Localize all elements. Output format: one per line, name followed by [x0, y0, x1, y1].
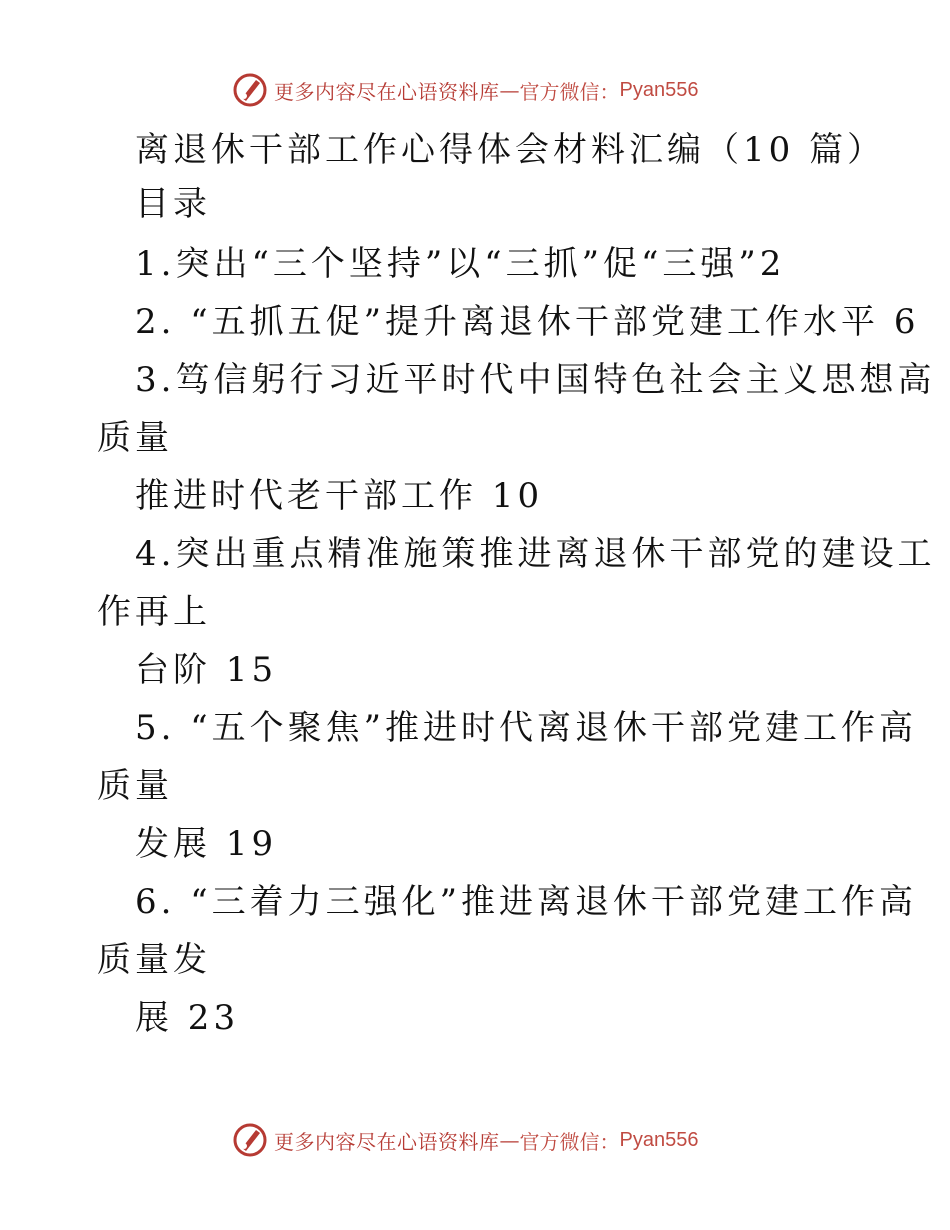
banner-wechat-id: Pyan556: [619, 1128, 699, 1151]
toc-line: 1.突出“三个坚持”以“三抓”促“三强”2: [135, 244, 786, 284]
toc-heading: 目录: [135, 184, 211, 224]
banner-text: 更多内容尽在心语资料库: [274, 1129, 500, 1154]
banner-separator: —: [499, 1128, 520, 1152]
toc-line: 2. “五抓五促”提升离退休干部党建工作水平 6: [135, 302, 920, 342]
toc-line: 6. “三着力三强化”推进离退休干部党建工作高: [135, 882, 918, 922]
toc-line: 质量: [97, 418, 173, 458]
toc-line: 台阶 15: [135, 650, 278, 690]
footer-watermark: [232, 1120, 698, 1160]
toc-line: 展 23: [135, 998, 240, 1038]
toc-line: 发展 19: [135, 824, 278, 864]
toc-line: 推进时代老干部工作 10: [135, 476, 544, 516]
header-watermark: [232, 70, 698, 110]
toc-line: 5. “五个聚焦”推进时代离退休干部党建工作高: [135, 708, 918, 748]
toc-line: 质量发: [97, 940, 211, 980]
pen-logo-icon: [232, 1122, 268, 1158]
toc-line: 质量: [97, 766, 173, 806]
toc-line: 作再上: [97, 592, 211, 632]
banner-wechat-id: Pyan556: [619, 78, 699, 101]
pen-logo-icon: [232, 72, 268, 108]
toc-line: 3.笃信躬行习近平时代中国特色社会主义思想高: [135, 360, 936, 400]
banner-wechat-label: 官方微信：: [519, 79, 620, 104]
banner-wechat-label: 官方微信：: [519, 1129, 620, 1154]
toc-line: 4.突出重点精准施策推进离退休干部党的建设工: [135, 534, 936, 574]
banner-separator: —: [499, 78, 520, 102]
document-title: 离退休干部工作心得体会材料汇编（10 篇）: [135, 130, 886, 170]
banner-text: 更多内容尽在心语资料库: [274, 79, 500, 104]
